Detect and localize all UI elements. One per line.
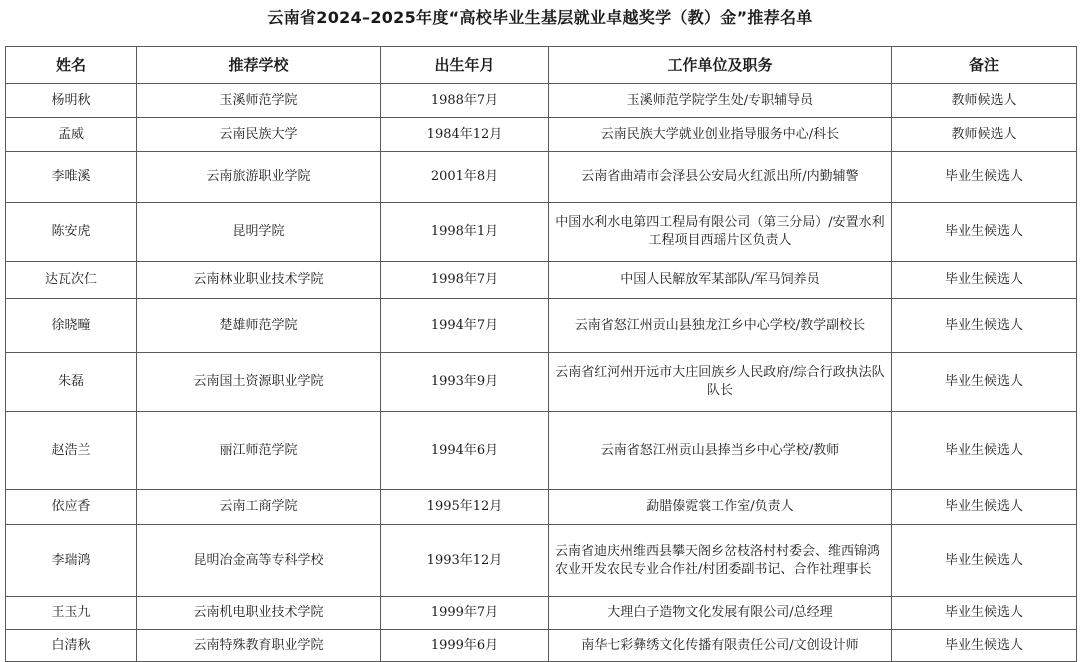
cell-school: 云南特殊教育职业学院 [137,630,381,662]
cell-work: 云南省怒江州贡山县捧当乡中心学校/教师 [549,412,892,490]
cell-note: 毕业生候选人 [892,203,1077,262]
cell-name: 杨明秋 [6,84,137,118]
cell-name: 赵浩兰 [6,412,137,490]
cell-note: 毕业生候选人 [892,597,1077,630]
cell-work: 云南省怒江州贡山县独龙江乡中心学校/教学副校长 [549,299,892,353]
table-row [6,525,1077,597]
document-title: 云南省2024–2025年度“高校毕业生基层就业卓越奖学（教）金”推荐名单 [267,8,813,27]
cell-birth: 1994年7月 [381,299,549,353]
cell-note: 毕业生候选人 [892,299,1077,353]
cell-school: 玉溪师范学院 [137,84,381,118]
cell-birth: 1995年12月 [381,490,549,525]
cell-birth: 1993年12月 [381,525,549,597]
header-note: 备注 [892,47,1077,84]
cell-birth: 2001年8月 [381,152,549,203]
header-work: 工作单位及职务 [549,47,892,84]
cell-birth: 1994年6月 [381,412,549,490]
cell-work: 玉溪师范学院学生处/专职辅导员 [549,84,892,118]
cell-work: 大理白子造物文化发展有限公司/总经理 [549,597,892,630]
table-row [6,597,1077,630]
table-row [6,490,1077,525]
cell-school: 云南旅游职业学院 [137,152,381,203]
cell-birth: 1993年9月 [381,353,549,412]
cell-school: 云南林业职业技术学院 [137,262,381,299]
cell-note: 毕业生候选人 [892,412,1077,490]
cell-note: 毕业生候选人 [892,490,1077,525]
header-row [6,47,1077,84]
cell-work: 中国人民解放军某部队/军马饲养员 [549,262,892,299]
cell-note: 毕业生候选人 [892,262,1077,299]
cell-birth: 1988年7月 [381,84,549,118]
cell-birth: 1999年6月 [381,630,549,662]
cell-name: 陈安虎 [6,203,137,262]
cell-name: 王玉九 [6,597,137,630]
cell-work: 云南民族大学就业创业指导服务中心/科长 [549,118,892,152]
cell-name: 白清秋 [6,630,137,662]
cell-school: 昆明冶金高等专科学校 [137,525,381,597]
cell-note: 毕业生候选人 [892,353,1077,412]
table-row [6,299,1077,353]
cell-school: 丽江师范学院 [137,412,381,490]
table-row [6,353,1077,412]
cell-birth: 1998年7月 [381,262,549,299]
table-row [6,412,1077,490]
cell-work: 云南省迪庆州维西县攀天阁乡岔枝洛村村委会、维西锦鸿农业开发农民专业合作社/村团委副书记、合作社理事长 [549,525,892,597]
cell-school: 昆明学院 [137,203,381,262]
cell-work: 云南省红河州开远市大庄回族乡人民政府/综合行政执法队队长 [549,353,892,412]
table-row [6,203,1077,262]
cell-name: 达瓦次仁 [6,262,137,299]
cell-note: 毕业生候选人 [892,630,1077,662]
table-row [6,118,1077,152]
cell-name: 朱磊 [6,353,137,412]
table-row [6,262,1077,299]
cell-name: 徐晓疃 [6,299,137,353]
cell-work: 南华七彩彝绣文化传播有限责任公司/文创设计师 [549,630,892,662]
cell-note: 教师候选人 [892,118,1077,152]
table-row [6,630,1077,662]
cell-school: 云南机电职业技术学院 [137,597,381,630]
cell-note: 毕业生候选人 [892,152,1077,203]
cell-work: 中国水利水电第四工程局有限公司（第三分局）/安置水利工程项目西瑶片区负责人 [549,203,892,262]
header-birth: 出生年月 [381,47,549,84]
cell-name: 孟威 [6,118,137,152]
cell-birth: 1984年12月 [381,118,549,152]
cell-school: 云南民族大学 [137,118,381,152]
cell-school: 楚雄师范学院 [137,299,381,353]
cell-birth: 1998年1月 [381,203,549,262]
cell-school: 云南工商学院 [137,490,381,525]
cell-work: 云南省曲靖市会泽县公安局火红派出所/内勤辅警 [549,152,892,203]
header-name: 姓名 [6,47,137,84]
header-school: 推荐学校 [137,47,381,84]
cell-school: 云南国土资源职业学院 [137,353,381,412]
cell-name: 李瑞鸿 [6,525,137,597]
cell-note: 毕业生候选人 [892,525,1077,597]
cell-birth: 1999年7月 [381,597,549,630]
candidate-table [5,46,1077,662]
cell-name: 依应香 [6,490,137,525]
cell-name: 李唯溪 [6,152,137,203]
cell-work: 勐腊傣霓裳工作室/负责人 [549,490,892,525]
table-row [6,84,1077,118]
cell-note: 教师候选人 [892,84,1077,118]
table-row [6,152,1077,203]
